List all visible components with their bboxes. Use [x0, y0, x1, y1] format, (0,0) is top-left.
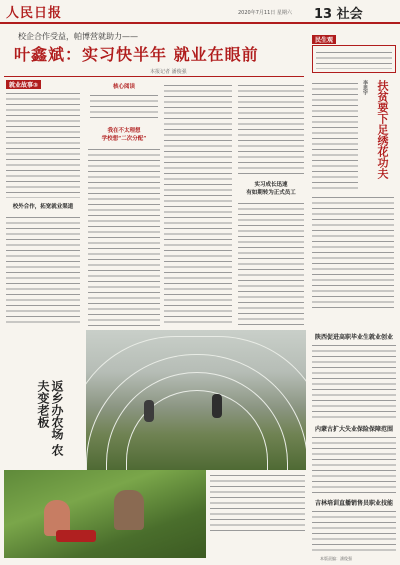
page-footer: 本版责编：潘俊强	[320, 556, 352, 561]
article-text-block	[164, 82, 232, 326]
article-headline: 叶鑫斌：实习快半年 就业在眼前	[14, 45, 259, 64]
section-subhead: 我在不太理想 学校想“二次分配”	[101, 128, 147, 142]
series-label: 就业故事③	[6, 80, 41, 89]
strawberry-photo	[4, 470, 206, 558]
core-reading-text	[90, 92, 158, 122]
greenhouse-photo	[86, 330, 306, 470]
section-label: 13 社会	[314, 7, 363, 22]
photo-title: 返乡办农场 农夫变老板	[36, 380, 64, 457]
sidebar-title: 扶贫要下足绣花功夫	[376, 80, 389, 179]
article-text-block	[238, 200, 304, 326]
strawberry-tray	[56, 530, 96, 542]
farmer-figure	[114, 490, 144, 530]
issue-date: 2020年7月11日 星期六	[238, 10, 292, 16]
section-subhead: 校外合作，拓宽就业渠道	[12, 204, 74, 210]
sidebar-text-block	[312, 194, 394, 310]
brief-text-block	[312, 434, 396, 494]
column-label: 民生观	[312, 35, 336, 44]
core-reading-label: 核心阅读	[112, 84, 135, 90]
sidebar-text-block	[312, 80, 358, 190]
article-text-block	[6, 90, 80, 198]
article-text-block	[88, 146, 160, 326]
brief-text-block	[312, 508, 396, 552]
article-text-block	[6, 214, 80, 326]
brief-text-block	[312, 342, 396, 420]
article-kicker: 校企合作受益，帕博营就助力——	[18, 32, 138, 41]
photo-caption	[210, 472, 305, 532]
newspaper-logo: 人民日报	[6, 6, 63, 21]
masthead	[0, 0, 400, 24]
sidebar-author: 李思宇	[362, 80, 368, 95]
section-subhead: 实习成长迅速 有如期转为正式员工	[246, 182, 296, 196]
article-byline: 本报记者 潘俊强	[150, 69, 187, 75]
sidebar-intro-box	[312, 45, 396, 73]
farmer-figure	[144, 400, 154, 422]
divider	[4, 76, 304, 77]
brief-title: 吉林培训直播销售员职业技能	[314, 500, 393, 507]
farmer-figure	[212, 394, 222, 418]
brief-title: 内蒙古扩大失业保险保障范围	[314, 426, 393, 433]
brief-title: 陕西促进高职毕业生就业创业	[314, 334, 393, 341]
article-text-block	[238, 82, 304, 176]
